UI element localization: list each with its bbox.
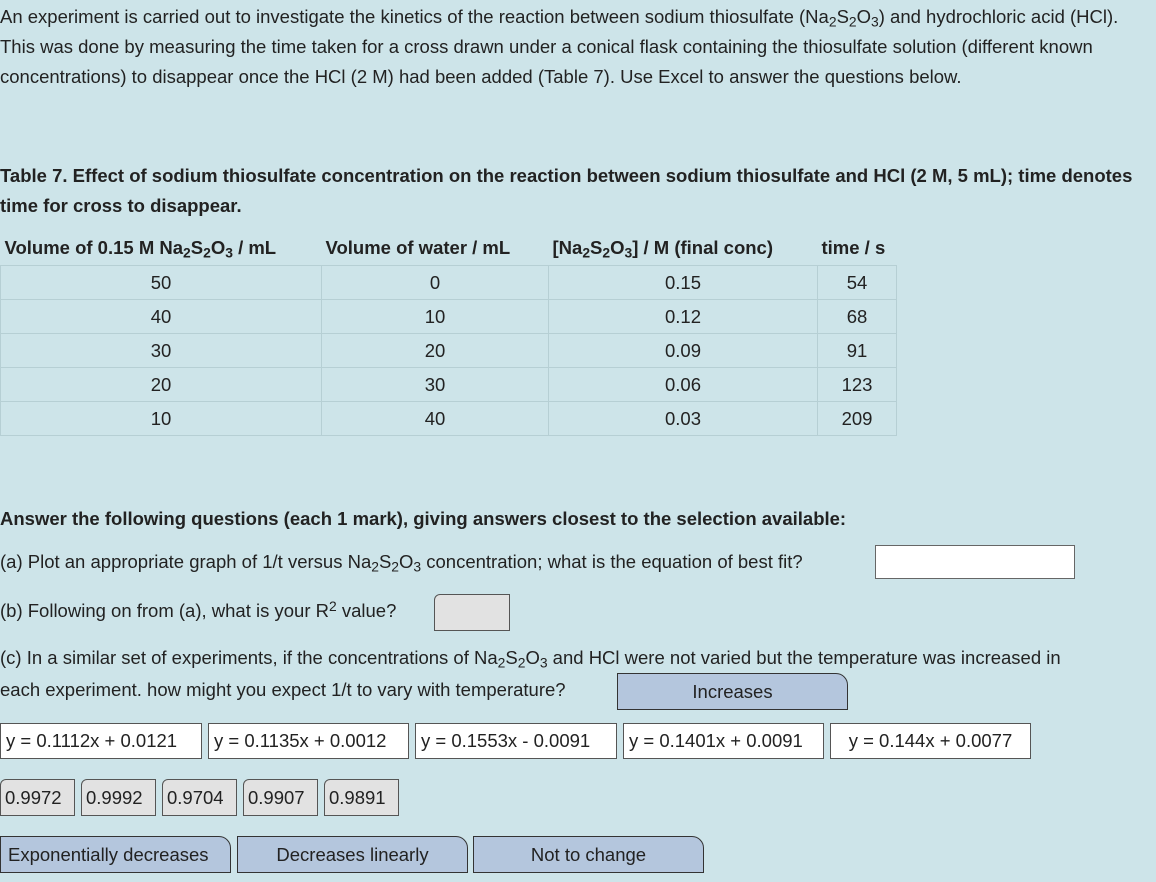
r2-option[interactable]: 0.9704	[162, 779, 237, 816]
cell-volume-water: 30	[322, 368, 549, 402]
cell-volume-water: 40	[322, 402, 549, 436]
cell-concentration: 0.12	[549, 300, 818, 334]
cell-volume-water: 0	[322, 266, 549, 300]
question-a: (a) Plot an appropriate graph of 1/t versus $Na_2S_2O_3$ concentration; what is the equation of best fit?	[0, 551, 803, 575]
table-row	[1, 300, 897, 334]
cell-concentration: 0.09	[549, 334, 818, 368]
header-time: time / s	[818, 231, 897, 266]
cell-time: 209	[818, 402, 897, 436]
table-row	[1, 334, 897, 368]
header-concentration: $[Na_2S_2O_3]$ / M (final conc)	[549, 231, 818, 266]
cell-time: 123	[818, 368, 897, 402]
question-b: (b) Following on from (a), what is your $R^2$ value?	[0, 597, 397, 621]
header-volume-water: Volume of water / mL	[322, 231, 549, 266]
data-table	[0, 231, 897, 436]
answer-a-drop-zone[interactable]	[875, 545, 1075, 579]
cell-time: 68	[818, 300, 897, 334]
equation-option[interactable]: y = 0.1553x - 0.0091	[415, 723, 617, 759]
temperature-option[interactable]: Not to change	[473, 836, 704, 873]
temperature-option[interactable]: Decreases linearly	[237, 836, 468, 873]
answer-b-drop-zone[interactable]	[434, 594, 510, 631]
equation-option[interactable]: y = 0.1135x + 0.0012	[208, 723, 409, 759]
cell-concentration: 0.15	[549, 266, 818, 300]
table-row	[1, 402, 897, 436]
cell-volume-water: 10	[322, 300, 549, 334]
r2-option[interactable]: 0.9972	[0, 779, 75, 816]
r2-option[interactable]: 0.9891	[324, 779, 399, 816]
r2-option[interactable]: 0.9992	[81, 779, 156, 816]
answer-c-drop-zone[interactable]: Increases	[617, 673, 848, 710]
header-volume-thiosulfate: Volume of 0.15 M $Na_2S_2O_3$ / mL	[1, 231, 322, 266]
r2-option[interactable]: 0.9907	[243, 779, 318, 816]
equation-option[interactable]: y = 0.144x + 0.0077	[830, 723, 1031, 759]
questions-heading: Answer the following questions (each 1 mark), giving answers closest to the selection available:	[0, 508, 847, 529]
cell-time: 91	[818, 334, 897, 368]
equation-option[interactable]: y = 0.1112x + 0.0121	[0, 723, 202, 759]
intro-paragraph: An experiment is carried out to investigate the kinetics of the reaction between sodium thiosulfate $(Na_2S_2O_3)$ and hydrochloric acid (HCl). This was done by measuring the time taken for a cross drawn under a conical flask containing the thiosulfate solution (different known concentrations) to disappear once the HCl (2 M) had been added (Table 7). Use Excel to answer the questions below.	[0, 6, 1119, 87]
cell-volume-water: 20	[322, 334, 549, 368]
equation-option[interactable]: y = 0.1401x + 0.0091	[623, 723, 824, 759]
table-row	[1, 266, 897, 300]
cell-volume-thiosulfate: 30	[1, 334, 322, 368]
table-row	[1, 368, 897, 402]
cell-volume-thiosulfate: 40	[1, 300, 322, 334]
cell-time: 54	[818, 266, 897, 300]
cell-volume-thiosulfate: 50	[1, 266, 322, 300]
cell-volume-thiosulfate: 10	[1, 402, 322, 436]
table-header-row	[1, 231, 897, 266]
cell-concentration: 0.06	[549, 368, 818, 402]
question-c-line1: (c) In a similar set of experiments, if the concentrations of $Na_2S_2O_3$ and HCl were not varied but the temperature was increased in	[0, 647, 1061, 671]
temperature-option[interactable]: Exponentially decreases	[0, 836, 231, 873]
question-c-line2: each experiment. how might you expect 1/t to vary with temperature?	[0, 679, 566, 700]
table-caption: Table 7. Effect of sodium thiosulfate concentration on the reaction between sodium thiosulfate and HCl (2 M, 5 mL); time denotes time for cross to disappear.	[0, 165, 1133, 216]
cell-concentration: 0.03	[549, 402, 818, 436]
cell-volume-thiosulfate: 20	[1, 368, 322, 402]
